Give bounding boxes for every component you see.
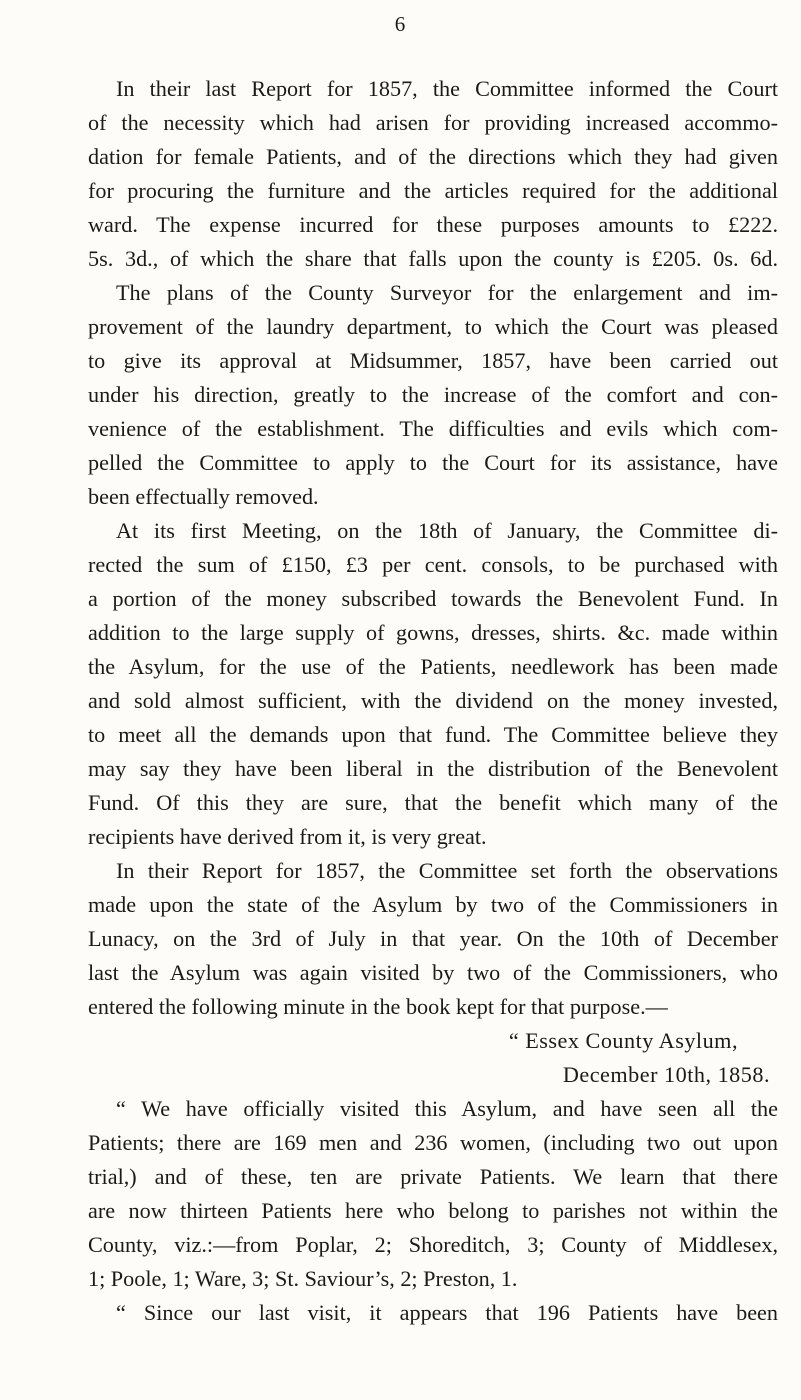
text-line: the Asylum, for the use of the Patients, needlework has been made [88,654,778,679]
text-line: trial,) and of these, ten are private Patients. We learn that there [88,1164,778,1189]
text-line: Lunacy, on the 3rd of July in that year. On the 10th of December [88,926,778,951]
minute-paragraph [88,1092,778,1296]
text-line: In their last Report for 1857, the Committee informed the Court [116,76,778,101]
text-line: At its first Meeting, on the 18th of January, the Committee di- [116,518,778,543]
text-line: In their Report for 1857, the Committee set forth the observations [116,858,778,883]
text-line: and sold almost sufficient, with the dividend on the money invested, [88,688,778,713]
text-line: rected the sum of £150, £3 per cent. consols, to be purchased with [88,552,778,577]
body-text [88,72,778,1330]
text-line: “ Since our last visit, it appears that 196 Patients have been [116,1300,778,1325]
page-number: 6 [394,12,407,36]
text-line: venience of the establishment. The difficulties and evils which com- [88,416,778,441]
text-line: Patients; there are 169 men and 236 women, (including two out upon [88,1130,778,1155]
paragraph [88,72,778,276]
text-line: last the Asylum was again visited by two of the Commissioners, who [88,960,778,985]
text-line: ward. The expense incurred for these purposes amounts to £222. [88,212,778,237]
text-line: under his direction, greatly to the increase of the comfort and con- [88,382,778,407]
text-line: dation for female Patients, and of the directions which they had given [88,144,778,169]
text-line: for procuring the furniture and the articles required for the additional [88,178,778,203]
text-line: entered the following minute in the book kept for that purpose.— [88,994,668,1019]
minute-paragraph [88,1296,778,1330]
text-line: recipients have derived from it, is very great. [88,824,487,849]
minute-heading-place: “ Essex County Asylum, [508,1028,738,1053]
text-line: The plans of the County Surveyor for the enlargement and im- [116,280,778,305]
text-line: addition to the large supply of gowns, dresses, shirts. &c. made within [88,620,778,645]
paragraph [88,276,778,514]
text-line: 1; Poole, 1; Ware, 3; St. Saviour’s, 2; Preston, 1. [88,1266,518,1291]
minute-heading-date: December 10th, 1858. [562,1062,770,1087]
text-line: to give its approval at Midsummer, 1857, have been carried out [88,348,778,373]
text-line: 5s. 3d., of which the share that falls upon the county is £205. 0s. 6d. [88,246,778,271]
minute-heading [88,1024,778,1092]
text-line: may say they have been liberal in the distribution of the Benevolent [88,756,778,781]
text-line: of the necessity which had arisen for providing increased accommo- [88,110,778,135]
text-line: County, viz.:—from Poplar, 2; Shoreditch, 3; County of Middlesex, [88,1232,778,1257]
text-line: made upon the state of the Asylum by two of the Commissioners in [88,892,778,917]
text-line: are now thirteen Patients here who belong to parishes not within the [88,1198,778,1223]
text-line: Fund. Of this they are sure, that the benefit which many of the [88,790,778,815]
text-line: provement of the laundry department, to which the Court was pleased [88,314,778,339]
paragraph [88,854,778,1024]
text-line: “ We have officially visited this Asylum, and have seen all the [116,1096,778,1121]
text-line: pelled the Committee to apply to the Court for its assistance, have [88,450,778,475]
text-line: been effectually removed. [88,484,319,509]
text-line: to meet all the demands upon that fund. The Committee believe they [88,722,778,747]
text-line: a portion of the money subscribed towards the Benevolent Fund. In [88,586,778,611]
paragraph [88,514,778,854]
